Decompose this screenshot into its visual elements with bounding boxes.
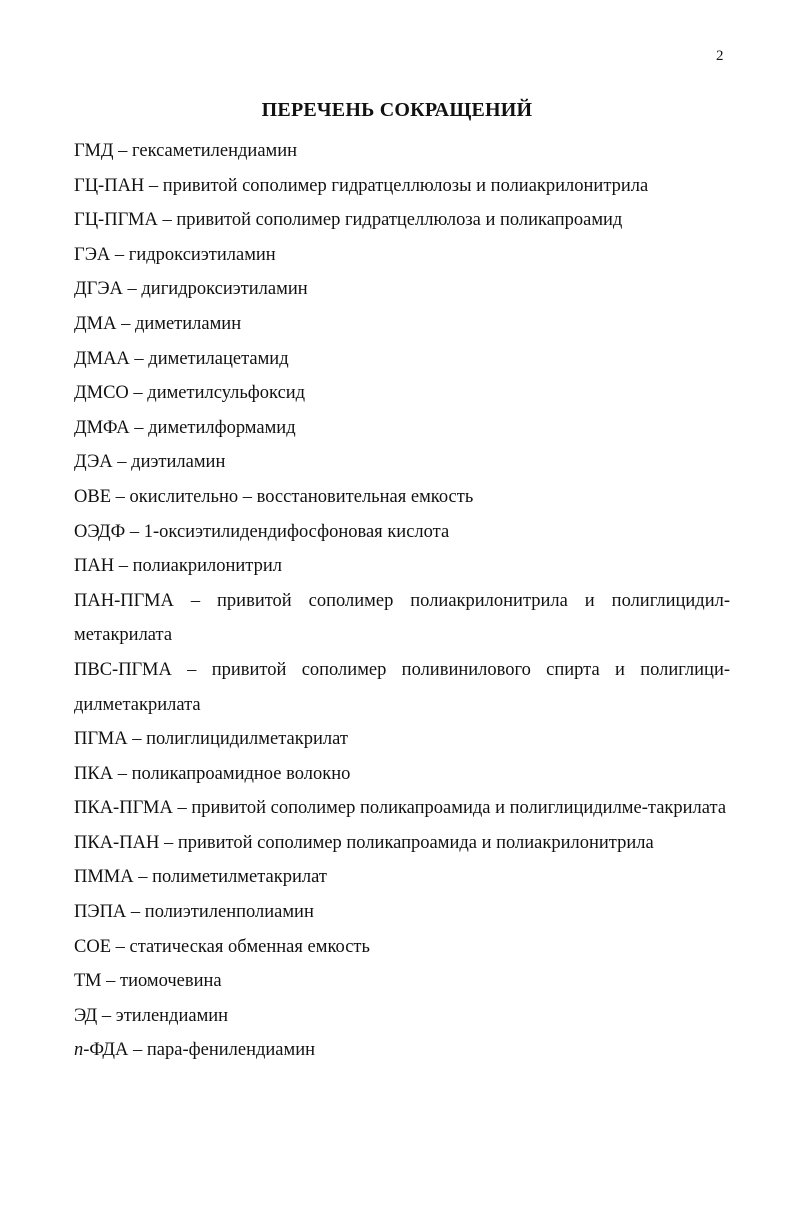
abbreviation-term: ГЦ-ПГМА <box>74 210 158 231</box>
abbreviation-item <box>74 515 730 550</box>
abbreviation-item <box>74 376 730 411</box>
separator: – <box>172 798 192 819</box>
abbreviation-definition: дигидроксиэтиламин <box>141 279 308 300</box>
separator: – <box>111 486 130 507</box>
abbreviation-item <box>74 964 730 999</box>
abbreviation-definition: диметиламин <box>134 313 242 334</box>
abbreviation-definition: привитой сополимер поликапроамида и полиглицидилме-такрилата <box>191 798 727 819</box>
abbreviation-item <box>74 272 730 307</box>
abbreviation-term: ДМАА <box>74 348 130 369</box>
abbreviation-definition: этилендиамин <box>115 1005 229 1026</box>
abbreviation-term: ОВЕ <box>74 486 111 507</box>
separator: – <box>157 210 177 231</box>
abbreviation-term: ОЭДФ <box>74 521 126 542</box>
abbreviation-item <box>74 584 730 653</box>
abbreviation-definition: диметилформамид <box>148 417 296 438</box>
abbreviation-definition: поликапроамидное волокно <box>131 763 351 784</box>
abbreviation-definition: диметилацетамид <box>148 348 289 369</box>
separator: – <box>173 590 218 611</box>
separator: – <box>129 348 149 369</box>
abbreviation-term: СОЕ <box>74 936 111 957</box>
abbreviation-definition: тиомочевина <box>120 971 222 992</box>
abbreviation-definition: статическая обменная емкость <box>129 936 370 957</box>
separator: – <box>113 141 133 161</box>
abbreviation-list <box>74 134 730 1068</box>
abbreviation-term: ДМА <box>74 313 117 334</box>
abbreviation-term-rest: -ФДА <box>83 1040 129 1061</box>
abbreviation-item <box>74 307 730 342</box>
abbreviation-definition: полиакрилонитрил <box>132 556 282 577</box>
abbreviation-term: ДГЭА <box>74 279 123 300</box>
abbreviation-item <box>74 999 730 1034</box>
separator: – <box>97 1005 116 1026</box>
separator: – <box>113 763 132 784</box>
abbreviation-item <box>74 757 730 792</box>
abbreviation-term: ПВС-ПГМА <box>74 659 172 680</box>
separator: – <box>144 175 163 196</box>
abbreviation-term: ТМ <box>74 971 102 992</box>
abbreviation-term: ПКА <box>74 763 114 784</box>
separator: – <box>111 936 130 957</box>
page-number: 2 <box>716 48 724 64</box>
separator: – <box>128 383 148 404</box>
abbreviation-definition: привитой сополимер гидратцеллюлоза и поликапроамид <box>176 210 623 231</box>
abbreviation-term: ПГМА <box>74 729 128 750</box>
abbreviation-term-italic: п <box>74 1040 84 1061</box>
abbreviation-term: ПЭПА <box>74 902 127 923</box>
separator: – <box>112 452 132 473</box>
abbreviation-item <box>74 411 730 446</box>
abbreviation-item <box>74 480 730 515</box>
abbreviation-item <box>74 895 730 930</box>
separator: – <box>122 279 142 300</box>
abbreviation-term: ДМСО <box>74 383 129 404</box>
abbreviation-term: ЭД <box>74 1005 98 1026</box>
separator: – <box>171 659 212 680</box>
abbreviation-term: ДМФА <box>74 417 130 438</box>
separator: – <box>159 832 178 853</box>
abbreviation-definition: привитой сополимер полиакрилонитрила и полиглицидил-метакрилата <box>74 590 730 646</box>
separator: – <box>133 867 153 888</box>
abbreviation-definition: привитой сополимер поликапроамида и полиакрилонитрила <box>177 832 654 853</box>
abbreviation-item <box>74 653 730 722</box>
abbreviation-term <box>74 1040 128 1060</box>
abbreviation-term: ГЭА <box>74 244 111 265</box>
abbreviation-item <box>74 722 730 757</box>
abbreviation-item <box>74 826 730 861</box>
abbreviation-term: ПКА-ПГМА <box>74 798 173 819</box>
abbreviation-item <box>74 445 730 480</box>
abbreviation-term: ПАН <box>74 556 115 577</box>
abbreviation-definition: диметилсульфоксид <box>147 383 306 404</box>
abbreviation-term: ДЭА <box>74 452 113 473</box>
abbreviation-definition: полиэтиленполиамин <box>144 902 314 923</box>
abbreviation-term: ГМД <box>74 141 114 161</box>
abbreviation-item <box>74 549 730 584</box>
abbreviation-item <box>74 791 730 826</box>
abbreviation-definition: 1-оксиэтилидендифосфоновая кислота <box>143 521 450 542</box>
separator: – <box>125 521 144 542</box>
abbreviation-definition: пара-фенилендиамин <box>146 1040 315 1061</box>
abbreviation-item <box>74 134 730 169</box>
abbreviation-item <box>74 930 730 965</box>
page-title: ПЕРЕЧЕНЬ СОКРАЩЕНИЙ <box>261 99 533 121</box>
abbreviation-item <box>74 169 730 204</box>
abbreviation-item <box>74 203 730 238</box>
abbreviation-definition: гидроксиэтиламин <box>128 244 276 265</box>
abbreviation-definition: привитой сополимер гидратцеллюлозы и полиакрилонитрила <box>162 175 649 196</box>
abbreviation-definition: привитой сополимер поливинилового спирта и полиглици-дилметакрилата <box>74 659 731 715</box>
separator: – <box>114 556 133 577</box>
abbreviation-term: ПММА <box>74 867 134 888</box>
separator: – <box>101 971 121 992</box>
separator: – <box>128 1040 147 1061</box>
abbreviation-item <box>74 860 730 895</box>
abbreviation-item <box>74 342 730 377</box>
abbreviation-item <box>74 1033 730 1068</box>
separator: – <box>116 313 135 334</box>
abbreviation-definition: диэтиламин <box>131 452 226 473</box>
abbreviation-item <box>74 238 730 273</box>
abbreviation-definition: полиметилметакрилат <box>152 867 327 888</box>
abbreviation-term: ПАН-ПГМА <box>74 590 174 611</box>
abbreviation-term: ГЦ-ПАН <box>74 175 145 196</box>
abbreviation-term: ПКА-ПАН <box>74 832 160 853</box>
separator: – <box>110 244 129 265</box>
abbreviation-definition: гексаметилендиамин <box>132 141 298 161</box>
abbreviation-definition: полиглицидилметакрилат <box>146 729 348 750</box>
separator: – <box>126 902 145 923</box>
separator: – <box>129 417 149 438</box>
separator: – <box>127 729 147 750</box>
abbreviation-definition: окислительно – восстановительная емкость <box>129 486 474 507</box>
